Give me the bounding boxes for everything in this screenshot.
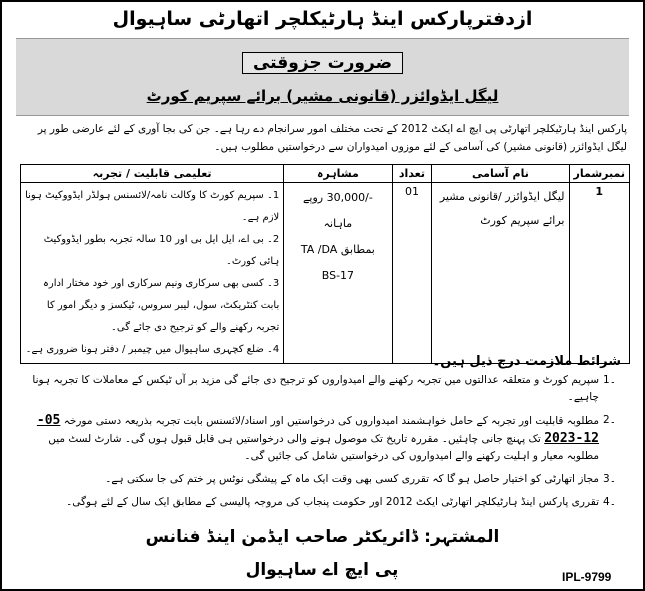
header-post-name: نام آسامی <box>432 165 569 183</box>
salary-scale: BS-17 <box>321 269 355 282</box>
terms-list <box>20 372 625 517</box>
table-row <box>21 183 630 364</box>
cell-qualification <box>21 183 284 364</box>
urgent-label: ضرورت جزوقتی <box>242 52 403 74</box>
deadline-date: 05-12-2023 <box>36 413 599 446</box>
header-count: تعداد <box>392 165 432 183</box>
term-text: سپریم کورٹ و متعلقہ عدالتوں میں تجربہ رکھنے والے امیدواروں کو ترجیح دی جائے گی مزید بر آں ٹیکس کے معاملات کا تجربہ ہونا چاہیے۔ <box>32 374 599 403</box>
qualification-item: 1۔ سپریم کورٹ کا وکالت نامہ/لائسنس ہولڈر ایڈووکیٹ ہونا لازم ہے۔ <box>25 190 280 223</box>
header-title: ازدفترپارکس اینڈ ہارٹیکلچر اتھارٹی ساہیوال <box>112 8 533 30</box>
header-salary: مشاہرہ <box>284 165 392 183</box>
term-number: 1۔ <box>603 374 616 386</box>
post-subtitle: لیگل ایڈوائزر (قانونی مشیر) برائے سپریم کورٹ <box>146 87 499 105</box>
qualification-item: 3۔ کسی بھی سرکاری ونیم سرکاری اور خود مختار ادارہ بابت کنٹریکٹ، سول، لیبر سروس، ٹیکسز و دیگر امور کا تجربہ رکھنے والے کو ترجیح دی جائے گی۔ <box>43 278 280 333</box>
header-qualification: تعلیمی قابلیت / تجربہ <box>21 165 284 183</box>
cell-count: 01 <box>392 183 432 364</box>
term-item <box>20 494 625 511</box>
qualification-item: 2۔ بی اے، ایل ایل بی اور 10 سالہ تجربہ بطور ایڈووکیٹ ہائی کورٹ۔ <box>43 234 280 267</box>
term-item <box>20 372 625 406</box>
term-number: 3۔ <box>603 473 616 485</box>
cell-sr: 1 <box>569 183 630 364</box>
intro-paragraph: پارکس اینڈ ہارٹیکلچر اتھارٹی پی ایچ اے ایکٹ 2012 کے تحت مختلف امور سرانجام دے رہا ہے۔ جن کی بجا آوری کے لئے عارضی طور پر لیگل ایڈوائزر (قانونی مشیر) کی آسامی کے لئے موزوں امیدواران سے درخواستیں مطلوب ہیں۔ <box>37 123 627 153</box>
posts-table <box>20 164 630 364</box>
cell-salary <box>284 183 392 364</box>
terms-heading: شرائط ملازمت درج ذیل ہیں۔ <box>432 354 621 369</box>
footer-organization: پی ایچ اے ساہیوال <box>245 560 399 580</box>
posts-table-header <box>21 165 630 183</box>
salary-ta-da: TA /DA بمطابق <box>300 243 375 256</box>
term-item <box>20 471 625 488</box>
salary-amount: -/30,000 روپے ماہانہ <box>302 191 373 230</box>
ipl-code: IPL-9799 <box>562 570 612 584</box>
term-number: 4۔ <box>603 496 616 508</box>
header-sr: نمبرشمار <box>569 165 630 183</box>
term-text: مطلوبہ قابلیت اور تجربہ کے حامل خواہشمند امیدواروں کی درخواستیں اور اسناد/لائسنس بابت تجربہ بذریعہ دستی مورخہ <box>63 415 599 427</box>
urgent-heading <box>2 52 643 74</box>
term-text: تقرری پارکس اینڈ ہارٹیکلچر اتھارٹی ایکٹ 2012 اور حکومت پنجاب کی مروجہ پالیسی کے مطابق ایک سال کے لئے ہوگی۔ <box>66 496 599 508</box>
term-text: تک پہنچ جانی چاہئیں۔ مقررہ تاریخ تک موصول ہونے والی درخواستیں ہی قابل قبول ہوں گی۔ شارٹ لسٹ میں مطلوبہ معیار و اہلیت رکھنے والے امیدواروں کی درخواستیں شامل کی جائیں گی۔ <box>48 433 599 462</box>
term-item <box>20 412 625 465</box>
advertiser: المشتہر: ڈائریکٹر صاحب ایڈمن اینڈ فنانس <box>145 527 500 547</box>
cell-post-name: لیگل ایڈوائزر /قانونی مشیر برائے سپریم کورٹ <box>432 183 569 364</box>
qualification-item: 4۔ ضلع کچہری ساہیوال میں چیمبر / دفتر ہونا ضروری ہے۔ <box>25 344 280 355</box>
term-number: 2۔ <box>603 414 616 426</box>
term-text: مجاز اتھارٹی کو اختیار حاصل ہو گا کہ تقرری کسی بھی وقت ایک ماہ کے پیشگی نوٹس پر ختم کی جا سکتی ہے۔ <box>105 473 599 485</box>
